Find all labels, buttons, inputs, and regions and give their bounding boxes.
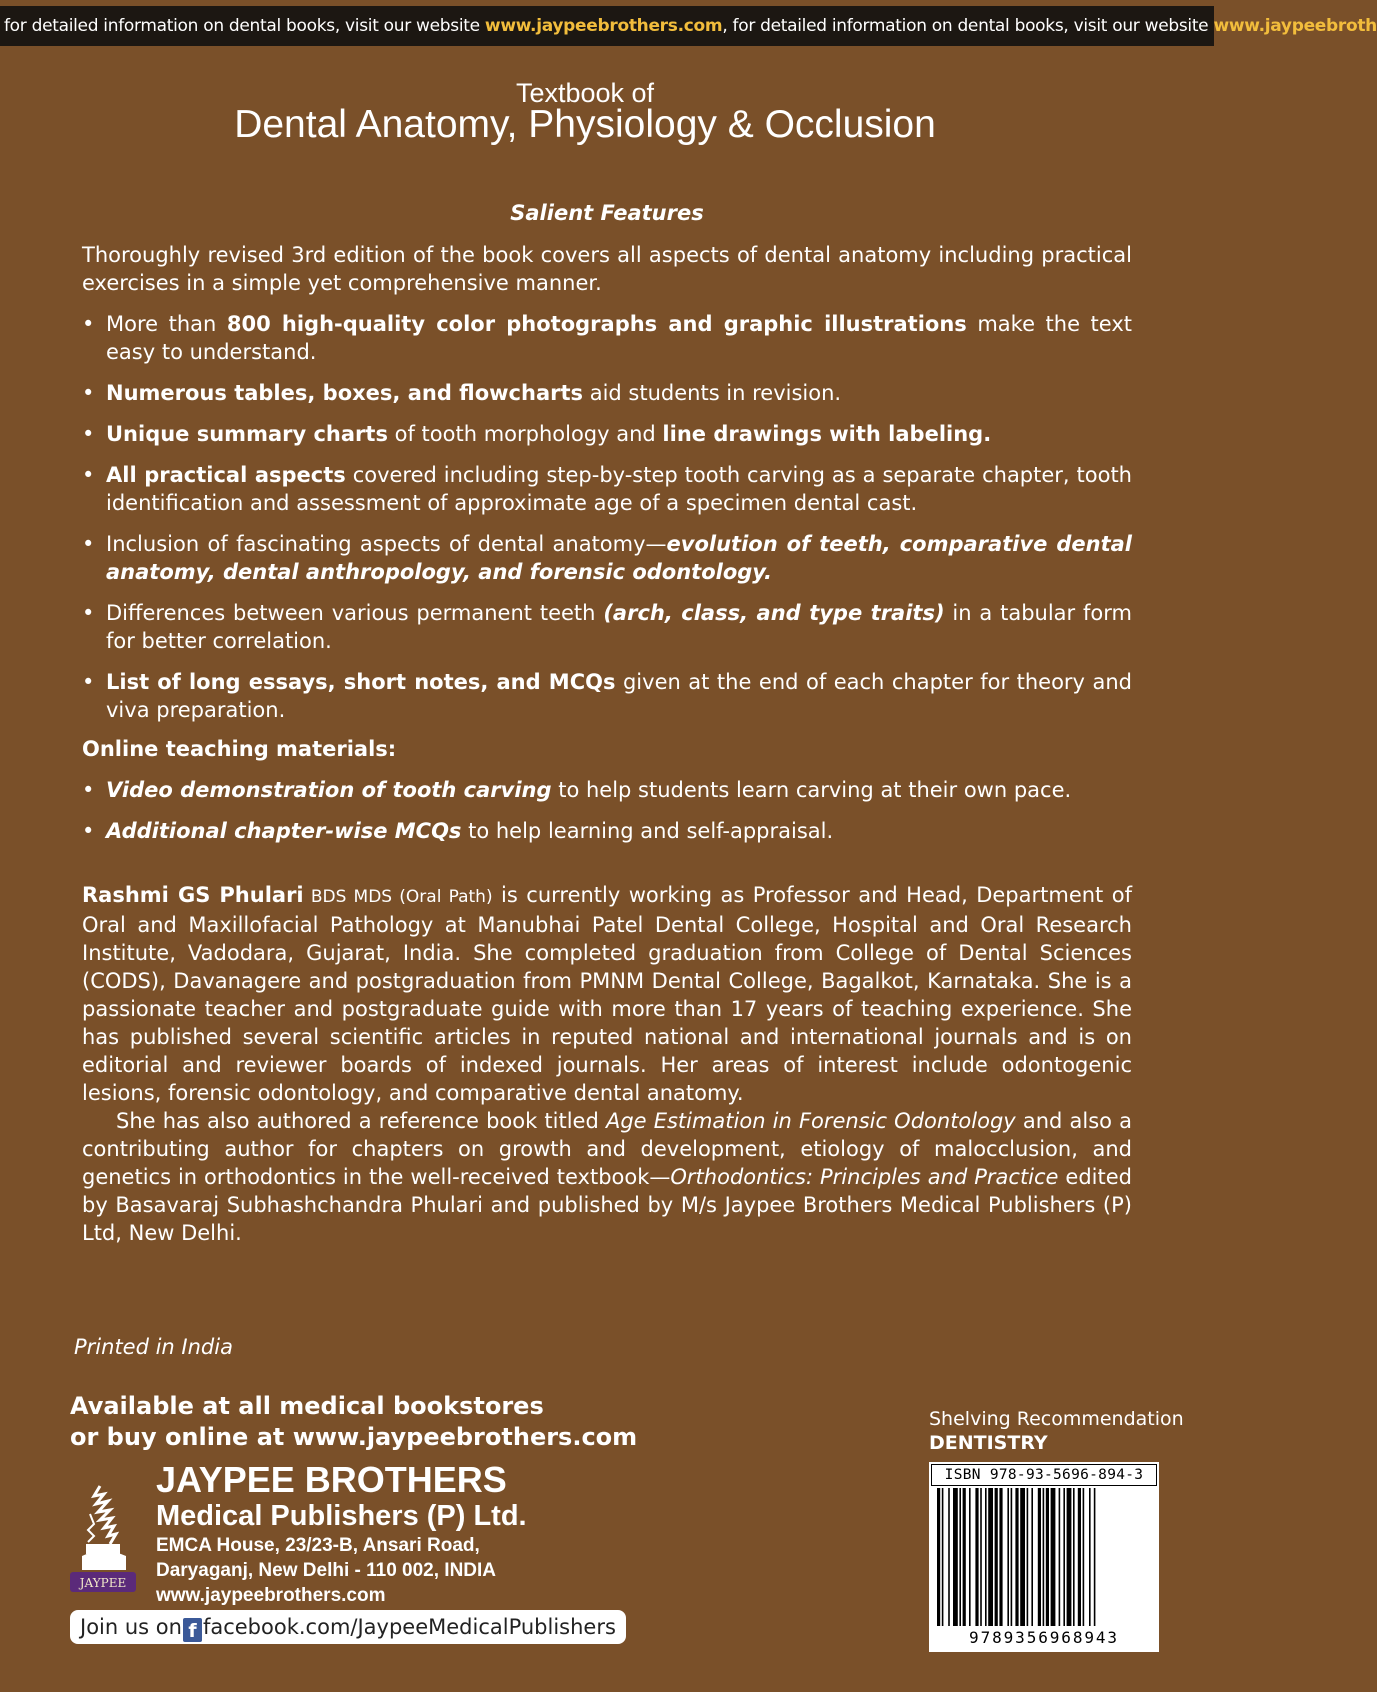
facebook-url: facebook.com/JaypeeMedicalPublishers — [202, 1615, 616, 1639]
isbn-text: ISBN 978-93-5696-894-3 — [931, 1464, 1157, 1486]
author-bio-2: She has also authored a reference book titled Age Estimation in Forensic Odontology and also a contributing author for chapters on growth and development, etiology of malocclusion, and genetics in orthodontics in the well-received textbook—Orthodontics: Principles and Practice edited by Basavaraj Subhashchandra Phulari and published by M/s Jaypee Brothers Medical Publishers (P) Ltd, New Delhi. — [82, 1109, 1133, 1245]
banner-url-1[interactable]: www.jaypeebrothers.com — [484, 16, 723, 36]
shelving-recommendation — [929, 1407, 1184, 1455]
online-list — [82, 776, 1132, 845]
intro-text: Thoroughly revised 3rd edition of the book covers all aspects of dental anatomy including practical exercises in a simple yet comprehensive manner. — [82, 243, 1132, 295]
availability-line-2: or buy online at www.jaypeebrothers.com — [70, 1423, 638, 1451]
facebook-icon: f — [183, 1618, 202, 1642]
feature-item: • List of long essays, short notes, and MCQs given at the end of each chapter for theory and viva preparation. — [82, 668, 1132, 724]
shelving-category: DENTISTRY — [929, 1432, 1048, 1454]
join-text: Join us on — [80, 1615, 182, 1639]
author-bio: Rashmi GS Phulari BDS MDS (Oral Path) is currently working as Professor and Head, Department of Oral and Maxillofacial Pathology at Manubhai Patel Dental College, Hospital and Oral Research Institute, Vadodara, Gujarat, India. She completed graduation from College of Dental Sciences (CODS), Davanagere and postgraduation from PMNM Dental College, Bagalkot, Karnataka. She is a passionate teacher and postgraduate guide with more than 17 years of teaching experience. She has published several scientific articles in reputed national and international journals and is on editorial and reviewer boards of indexed journals. Her areas of interest include odontogenic lesions, forensic odontology, and comparative dental anatomy. — [82, 883, 1132, 1105]
feature-item: • Numerous tables, boxes, and flowcharts aid students in revision. — [82, 379, 1132, 407]
availability — [70, 1391, 637, 1453]
publisher-name: JAYPEE BROTHERS — [156, 1459, 507, 1500]
publisher-website[interactable]: www.jaypeebrothers.com — [156, 1585, 386, 1606]
salient-heading: Salient Features — [510, 201, 704, 225]
publisher-block — [156, 1461, 527, 1608]
svg-text:JAYPEE: JAYPEE — [79, 1576, 127, 1590]
feature-item: • All practical aspects covered including step-by-step tooth carving as a separate chapter, tooth identification and assessment of approximate age of a specimen dental cast. — [82, 461, 1132, 517]
banner-url-2[interactable]: www.jaypeebroth — [1213, 16, 1377, 36]
online-heading: Online teaching materials: — [82, 737, 397, 761]
publisher-subname: Medical Publishers (P) Ltd. — [156, 1500, 527, 1532]
barcode-bars-icon — [937, 1488, 1151, 1626]
title-line-1: Textbook of — [515, 78, 655, 108]
barcode-digits: 9789356968943 — [969, 1628, 1119, 1647]
online-item: • Additional chapter-wise MCQs to help learning and self-appraisal. — [82, 817, 1132, 845]
feature-item: • Unique summary charts of tooth morphology and line drawings with labeling. — [82, 420, 1132, 448]
top-banner — [0, 6, 1377, 46]
publisher-address-1: EMCA House, 23/23-B, Ansari Road, — [156, 1535, 480, 1556]
shelving-label: Shelving Recommendation — [929, 1408, 1184, 1430]
author-name: Rashmi GS Phulari — [82, 883, 304, 907]
book-title: Dental Anatomy, Physiology & Occlusion — [234, 103, 936, 146]
banner-text-2: , for detailed information on dental books, visit our website — [722, 16, 1214, 36]
online-item: • Video demonstration of tooth carving to help students learn carving at their own pace. — [82, 776, 1132, 804]
isbn-barcode — [929, 1462, 1159, 1652]
facebook-link[interactable] — [70, 1610, 626, 1644]
feature-item: • More than 800 high-quality color photographs and graphic illustrations make the text easy to understand. — [82, 310, 1132, 366]
banner-text-1: for detailed information on dental books, visit our website — [4, 16, 485, 36]
availability-line-1: Available at all medical bookstores — [70, 1392, 544, 1420]
feature-item: • Differences between various permanent teeth (arch, class, and type traits) in a tabular form for better correlation. — [82, 599, 1132, 655]
publisher-address-2: Daryaganj, New Delhi - 110 002, INDIA — [156, 1560, 497, 1581]
author-degrees: BDS MDS (Oral Path) — [303, 887, 493, 907]
main-content — [82, 241, 1132, 1247]
feature-list — [82, 310, 1132, 724]
feature-item: • Inclusion of fascinating aspects of dental anatomy—evolution of teeth, comparative dental anatomy, dental anthropology, and forensic odontology. — [82, 530, 1132, 586]
jaypee-logo-icon — [70, 1484, 140, 1594]
printed-in: Printed in India — [74, 1335, 233, 1359]
